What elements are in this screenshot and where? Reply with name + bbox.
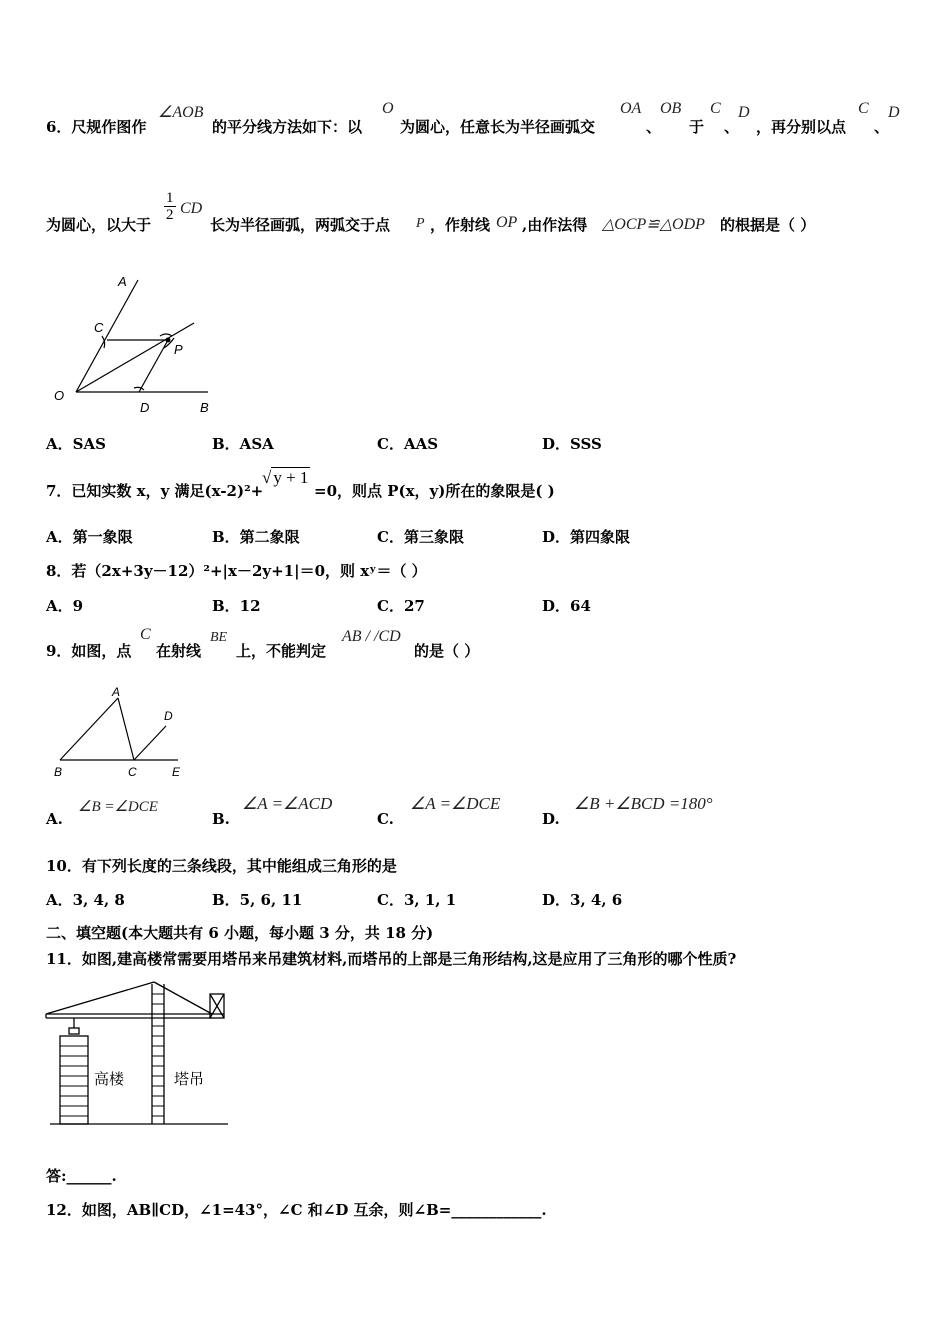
label-p: P [174, 342, 183, 357]
q6-text: 为圆心，以大于 [46, 216, 152, 234]
q6-line1 [46, 100, 906, 144]
q7-stem [46, 466, 646, 502]
label-a: A [118, 274, 127, 289]
label-e: E [172, 765, 181, 779]
q6-text: 的平分线方法如下：以 [212, 118, 363, 136]
q9-stem [46, 626, 646, 662]
q6-text: 、 [874, 118, 890, 136]
q9-option-a-letter: A. [46, 810, 63, 828]
section-title: 二、填空题(本大题共有 6 小题，每小题 3 分，共 18 分) [46, 924, 434, 942]
q6-figure [46, 270, 226, 420]
q6-text: 为圆心，任意长为半径画弧交 [400, 118, 596, 136]
q9-text: 9．如图，点 [46, 642, 132, 660]
q6-ray-ob: OB [660, 100, 682, 117]
q8-stem: 8．若（2x+3y－12）²+|x－2y+1|＝0，则 xʸ＝（ ） [46, 562, 427, 580]
q6-point-d: D [738, 104, 750, 121]
q11-figure [44, 976, 234, 1131]
label-d: D [140, 400, 150, 415]
q10-option-d: D．3, 4, 6 [542, 891, 623, 909]
q11-answer: 答:______. [46, 1167, 117, 1185]
q6-congruence: △OCP≌△ODP [602, 216, 705, 233]
q10-option-a: A．3, 4, 8 [46, 891, 125, 909]
q10-stem: 10．有下列长度的三条线段，其中能组成三角形的是 [46, 857, 397, 875]
q11-stem: 11．如图,建高楼常需要用塔吊来吊建筑材料,而塔吊的上部是三角形结构,这是应用了三角形的哪个性质? [46, 950, 737, 968]
q8-option-a: A．9 [46, 597, 84, 615]
q6-option-a: A．SAS [46, 435, 106, 453]
q8-option-c: C．27 [377, 597, 425, 615]
segment-ba [60, 698, 118, 760]
ray-oa [76, 280, 138, 392]
sqrt-icon: √ [262, 468, 272, 487]
q7-radicand: y + 1 [273, 468, 309, 487]
q6-point-p: P [416, 216, 425, 231]
q6-text: 长为半径画弧，两弧交于点 [210, 216, 391, 234]
q7-option-b: B．第二象限 [212, 528, 300, 546]
fraction-denominator: 2 [166, 207, 174, 223]
q6-ray-op: OP [496, 214, 518, 231]
q9-ray-be: BE [210, 630, 228, 645]
arc-d [134, 387, 144, 390]
q8-option-d: D．64 [542, 597, 591, 615]
label-o: O [54, 388, 65, 403]
q7-option-c: C．第三象限 [377, 528, 464, 546]
segment-cd [134, 726, 166, 760]
q9-option-d-letter: D. [542, 810, 560, 828]
q9-option-b-letter: B. [212, 810, 230, 828]
q7-sqrt [262, 468, 310, 488]
label-b: B [54, 765, 63, 779]
q9-point-c: C [140, 626, 151, 643]
q6-option-c: C．AAS [377, 435, 439, 453]
q9-option-a: ∠B =∠DCE [78, 799, 158, 815]
q10-option-c: C．3, 1, 1 [377, 891, 457, 909]
label-tower-crane: 塔吊 [174, 1071, 205, 1088]
segment-ac [118, 698, 134, 760]
q10-option-b: B．5, 6, 11 [212, 891, 303, 909]
q6-text: 于 [689, 118, 705, 136]
arc-p1 [160, 334, 172, 336]
q6-text: 6．尺规作图作 [46, 118, 147, 136]
q6-text: 、 [724, 118, 740, 136]
q6-point-c2: C [858, 100, 869, 117]
q9-option-c: ∠A =∠DCE [410, 794, 501, 813]
crane-tie-right [154, 982, 212, 1014]
q8-option-b: B．12 [212, 597, 261, 615]
q7-option-d: D．第四象限 [542, 528, 631, 546]
q6-point-o: O [382, 100, 394, 117]
q7-text: =0，则点 P(x，y)所在的象限是( ) [314, 482, 555, 500]
q7-option-a: A．第一象限 [46, 528, 133, 546]
q6-option-d: D．SSS [542, 435, 602, 453]
q6-text: 的根据是（ ） [720, 216, 816, 234]
crane-tie-left [46, 982, 154, 1014]
q6-fraction-half [164, 190, 176, 223]
q6-segment-cd: CD [180, 200, 203, 217]
q6-option-b: B．ASA [212, 435, 274, 453]
q12-stem: 12．如图，AB∥CD，∠1=43°，∠C 和∠D 互余，则∠B=____________. [46, 1201, 547, 1219]
segment-dp [139, 340, 168, 392]
q9-option-d: ∠B +∠BCD =180° [574, 794, 713, 813]
label-a: A [112, 685, 121, 699]
q6-text: ，再分别以点 [756, 118, 847, 136]
q6-text: 、 [646, 118, 662, 136]
q9-option-c-letter: C. [377, 810, 394, 828]
q7-text: 7．已知实数 x，y 满足(x-2)²+ [46, 482, 264, 500]
q6-point-c: C [710, 100, 721, 117]
label-b: B [200, 400, 209, 415]
q6-angle-aob: ∠AOB [158, 104, 204, 121]
high-building [60, 1036, 88, 1124]
label-d: D [164, 709, 173, 723]
q6-point-d2: D [888, 104, 900, 121]
q9-option-b: ∠A =∠ACD [242, 794, 333, 813]
label-c: C [128, 765, 137, 779]
label-high-building: 高楼 [94, 1071, 125, 1088]
q9-figure [50, 682, 190, 782]
q6-text: ，作射线 [430, 216, 491, 234]
q9-text: 上，不能判定 [236, 642, 327, 660]
label-c: C [94, 320, 104, 335]
q9-text: 在射线 [156, 642, 202, 660]
fraction-numerator: 1 [166, 190, 174, 206]
q6-text: ,由作法得 [522, 216, 588, 234]
q6-line2 [46, 190, 906, 240]
q9-parallel: AB / /CD [342, 628, 401, 645]
q6-ray-oa: OA [620, 100, 642, 117]
q9-text: 的是（ ） [414, 642, 480, 660]
